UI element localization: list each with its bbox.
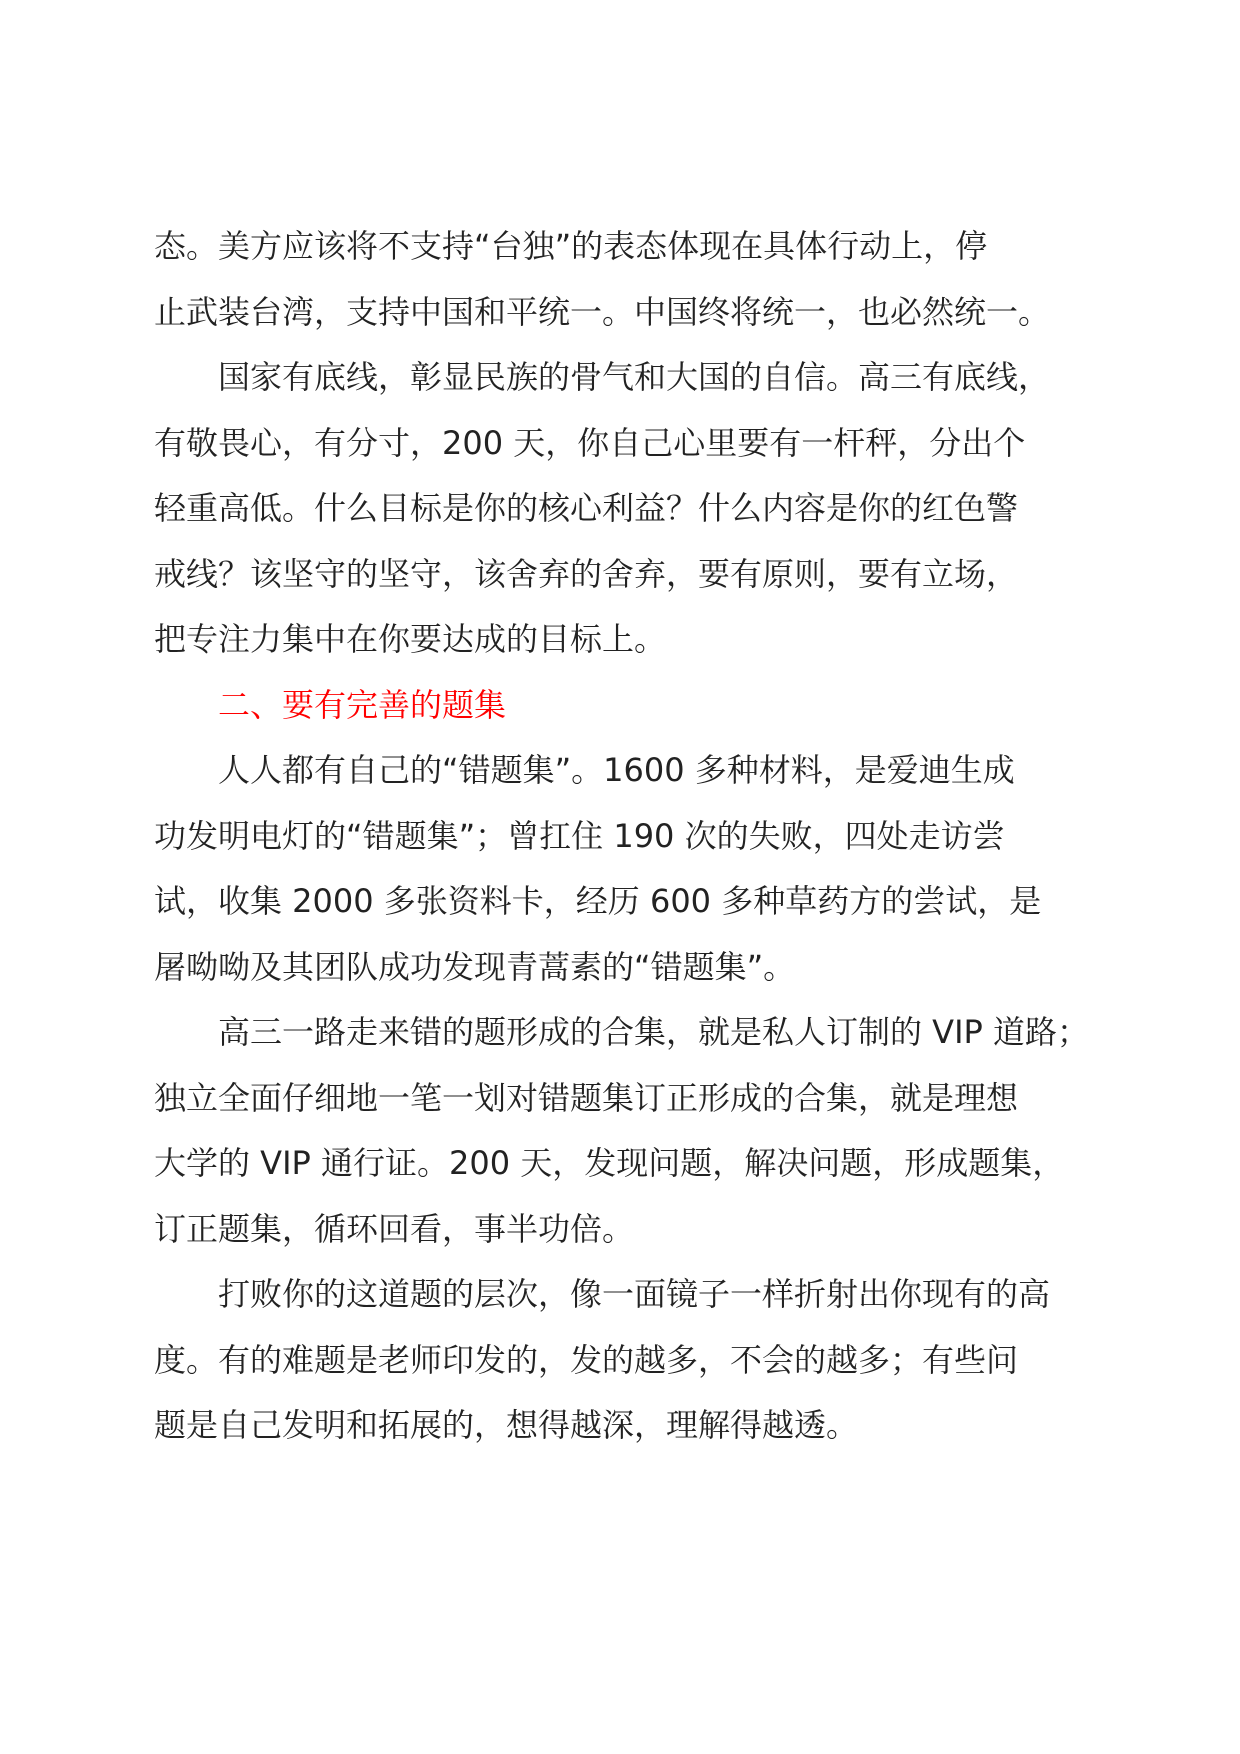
paragraph (154, 345, 1094, 673)
text-line: 试，收集 2000 多张资料卡，经历 600 多种草药方的尝试，是 (154, 882, 1042, 920)
section-heading: 二、要有完善的题集 (218, 685, 507, 724)
document-body (154, 214, 1094, 1459)
text-line: 把专注力集中在你要达成的目标上。 (154, 620, 667, 658)
text-line: 态。美方应该将不支持“台独”的表态体现在具体行动上，停 (154, 227, 988, 265)
text-line: 国家有底线，彰显民族的骨气和大国的自信。高三有底线， (218, 358, 1051, 396)
paragraph (154, 1000, 1094, 1262)
text-line: 止武装台湾，支持中国和平统一。中国终将统一，也必然统一。 (154, 292, 1051, 331)
text-line: 订正题集，循环回看，事半功倍。 (154, 1209, 635, 1248)
text-line: 轻重高低。什么目标是你的核心利益？什么内容是你的红色警 (154, 489, 1019, 527)
paragraph (154, 738, 1094, 1000)
text-line: 大学的 VIP 通行证。200 天，发现问题，解决问题，形成题集， (154, 1144, 1065, 1182)
text-line: 度。有的难题是老师印发的，发的越多，不会的越多；有些问 (154, 1340, 1019, 1379)
text-line: 有敬畏心，有分寸，200 天，你自己心里要有一杆秤，分出个 (154, 423, 1026, 462)
text-line: 戒线？该坚守的坚守，该舍弃的舍弃，要有原则，要有立场， (154, 554, 1019, 593)
text-line: 功发明电灯的“错题集”；曾扛住 190 次的失败，四处走访尝 (154, 816, 1005, 855)
text-line: 打败你的这道题的层次，像一面镜子一样折射出你现有的高 (218, 1275, 1051, 1313)
text-line: 屠呦呦及其团队成功发现青蒿素的“错题集”。 (154, 947, 796, 986)
text-line: 独立全面仔细地一笔一划对错题集订正形成的合集，就是理想 (154, 1078, 1019, 1117)
paragraph (154, 214, 1094, 345)
text-line: 人人都有自己的“错题集”。1600 多种材料，是爱迪生成 (218, 751, 1015, 789)
text-line: 题是自己发明和拓展的，想得越深，理解得越透。 (154, 1406, 859, 1444)
text-line: 高三一路走来错的题形成的合集，就是私人订制的 VIP 道路； (218, 1013, 1089, 1051)
paragraph (154, 1262, 1094, 1459)
